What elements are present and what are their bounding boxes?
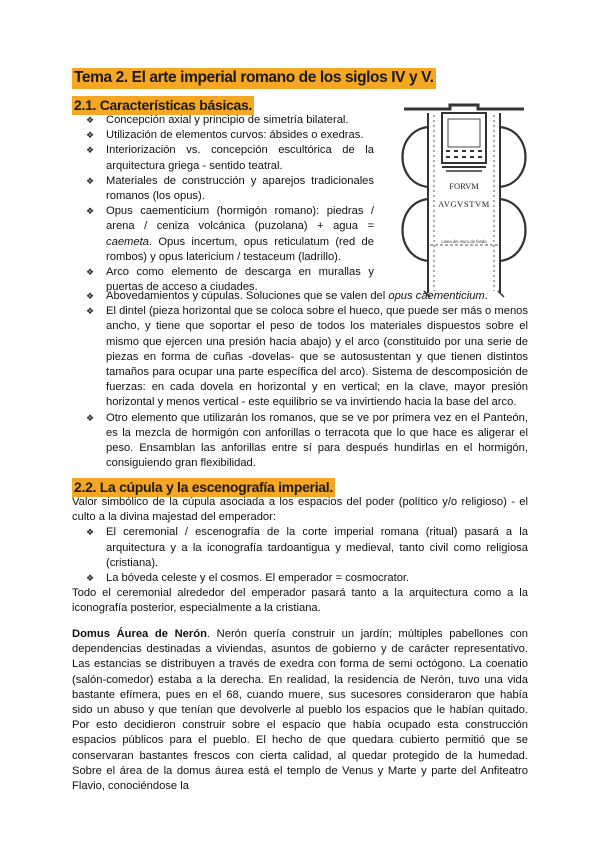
section-heading-1: 2.1. Características básicas. xyxy=(74,97,253,113)
diamond-bullet-icon: ❖ xyxy=(86,412,95,423)
list-item: ❖ La bóveda celeste y el cosmos. El emperador = cosmocrator. xyxy=(72,571,528,586)
list-item: ❖ Materiales de construcción y aparejos tradicionales romanos (los opus). xyxy=(86,174,374,203)
diamond-bullet-icon: ❖ xyxy=(86,573,95,584)
temple-cella xyxy=(448,119,480,147)
section2-body xyxy=(72,495,528,617)
domus-aurea-term: Domus Áurea de Nerón xyxy=(72,628,207,640)
forum-augustum-plan-figure xyxy=(390,103,538,299)
forvm-label: FORVM xyxy=(449,181,479,191)
section1-list-wide xyxy=(72,289,528,471)
diamond-bullet-icon: ❖ xyxy=(86,145,95,156)
section2-intro: Valor simbólico de la cúpula asociada a los espacios del poder (político y/o religioso) - el culto a la divina majestad del emperador: xyxy=(72,496,528,524)
list-item: ❖ Arco como elemento de descarga en murallas y puertas de acceso a ciudades. xyxy=(86,266,374,294)
diamond-bullet-icon: ❖ xyxy=(86,306,95,317)
diamond-bullet-icon: ❖ xyxy=(86,291,95,301)
list-item: ❖ Interiorización vs. concepción escultórica de la arquitectura griega - sentido teatral. xyxy=(86,144,374,172)
augustum-label: AVGVSTVM xyxy=(438,199,490,209)
temple-columns xyxy=(446,151,482,157)
rear-wall-line-label: Linea del muro de fondo xyxy=(441,239,487,244)
list-item: ❖ Utilización de elementos curvos: ábsides o exedras. xyxy=(72,128,374,143)
page-title: Tema 2. El arte imperial romano de los siglos IV y V. xyxy=(72,68,436,89)
list-item: ❖ Abovedamientos y cúpulas. Soluciones que se valen del opus caementicium. xyxy=(72,289,528,304)
temple-of-mars-ultor xyxy=(442,113,486,163)
left-lower-exedra xyxy=(403,199,429,261)
diamond-bullet-icon: ❖ xyxy=(86,130,95,141)
list-item: ❖ El dintel (pieza horizontal que se coloca sobre el hueco, que puede ser más o menos ancho, y tiene que soportar el peso de todos los materiales dispuestos sobre el mismo que ejercen una presión hacia abajo) y el arco (constituido por una serie de piezas en forma de cuñas -dovelas- que se autosustentan y que tienen distintos tamaños para ocupar una parte específica del arco). Sistema de descomposición de fuerzas: en cada dovela en horizontal y en vertical; en la clave, mayor presión horizontal y menos vertical - este equilibrio se va invirtiendo hacia la base del arco. xyxy=(86,305,528,409)
diamond-bullet-icon: ❖ xyxy=(86,175,95,186)
list-item: ❖ Opus caementicium (hormigón romano): piedras / arena / ceniza volcánica (puzolana) + agua = caemeta. Opus incertum, opus reticulatum (red de rombos) y opus latericium / testaceum (ladrillo). xyxy=(86,205,374,263)
diamond-bullet-icon: ❖ xyxy=(86,206,95,217)
list-item: ❖ Otro elemento que utilizarán los romanos, que se ve por primera vez en el Panteón, es la mezcla de hormigón con anforillas o terracota que lo que hace es aligerar el peso. Ensamblan las anforillas entre sí para después hundirlas en el hormigón, consiguiendo gran flexibilidad. xyxy=(86,411,528,470)
section-heading-2: 2.2. La cúpula y la escenografía imperial. xyxy=(74,479,333,495)
right-upper-exedra xyxy=(500,127,526,187)
diamond-bullet-icon: ❖ xyxy=(86,527,95,538)
diamond-bullet-icon: ❖ xyxy=(86,115,95,125)
domus-aurea-paragraph: Domus Áurea de Nerón. Nerón quería construir un jardín; múltiples pabellones con dependencias destinadas a viviendas, asuntos de gobierno y de carácter representativo. Las estancias se distribuyen a través de exedra con forma de semi octógono. La coenatio (salón-comedor) estaba a la derecha. En realidad, la residencia de Nerón, tuvo una vida bastante efímera, pues en el 68, cuando muere, sus sucesores consideraron que había sido un abuso y que tenían que devolverle al pueblo los espacios que le habían quitado. Por esto decidieron construir sobre el espacio que había ocupado esta construcción espacios públicos para el pueblo. El hecho de que quedara cubierto permitió que se conservaran bastantes frescos con cierta calidad, al quedar protegido de la humedad. Sobre el área de la domus áurea está el templo de Venus y Marte y parte del Anfiteatro Flavio, conociéndose la xyxy=(72,628,528,793)
diamond-bullet-icon: ❖ xyxy=(86,267,95,278)
rear-wall xyxy=(404,105,524,109)
left-upper-exedra xyxy=(403,127,429,187)
list-item: ❖ El ceremonial / escenografía de la corte imperial romana (ritual) pasará a la arquitectura y a la iconografía tardoantigua y medieval, tanto civil como religiosa (cristiana). xyxy=(86,526,528,569)
right-lower-exedra xyxy=(500,199,526,261)
list-item: ❖ Concepción axial y principio de simetría bilateral. xyxy=(72,113,374,128)
section1-list-narrow xyxy=(72,113,374,295)
section2-outro: Todo el ceremonial alrededor del emperador pasará tanto a la arquitectura como a la iconografía posterior, especialmente a la cristiana. xyxy=(72,587,528,615)
